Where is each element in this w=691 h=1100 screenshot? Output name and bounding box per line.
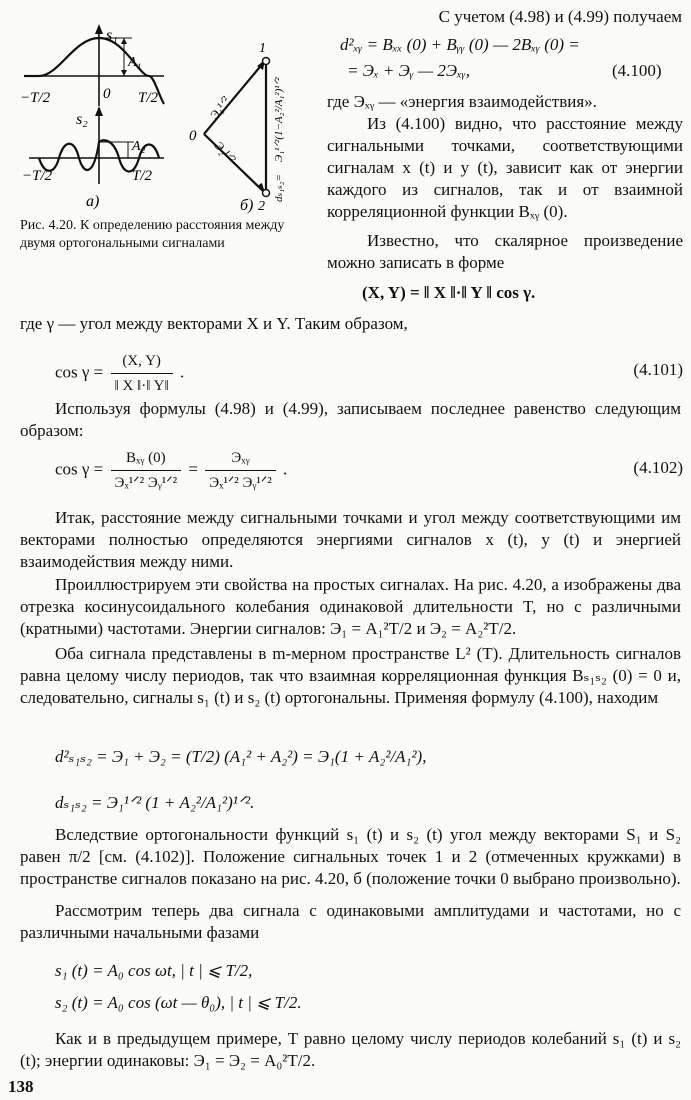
gamma-line: где γ — угол между векторами X и Y. Таким образом, — [20, 314, 408, 333]
label-s2: s₂ — [76, 111, 88, 128]
eq-d-s1s2: dₛ₁ₛ₂ = Э₁¹ᐟ² (1 + A₂²/A₁²)¹ᐟ². — [55, 793, 255, 812]
eq-s2: s₂ (t) = A₀ cos (ωt — θ₀), | t | ⩽ T/2. — [55, 993, 302, 1012]
eq-number-4102: (4.102) — [633, 458, 683, 477]
eq-4101: cos γ = $\frac{(X, Y)}{‖ X ‖\cdot‖ Y‖}$ . — [55, 350, 184, 397]
label-zero: 0 — [103, 86, 111, 102]
label-a: а) — [86, 193, 100, 210]
label-A2: A₂ — [132, 139, 146, 154]
label-minus-t2: −T/2 — [20, 90, 51, 106]
page-number: 138 — [8, 1077, 34, 1096]
svg-text:T/2: T/2 — [132, 168, 153, 184]
label-s1: s₁ — [106, 27, 118, 44]
right-line-4: где Эₓᵧ — «энергия взаимодействия». — [327, 92, 597, 111]
label-A1: A₁ — [128, 55, 142, 70]
figure-a-bottom — [22, 106, 164, 210]
svg-text:−T/2: −T/2 — [22, 168, 53, 184]
paragraph-using: Используя формулы (4.98) и (4.99), записываем последнее равенство следующим образом: — [20, 399, 681, 440]
figure-a-top — [20, 24, 164, 106]
svg-text:0: 0 — [189, 128, 197, 144]
figure-caption: Рис. 4.20. К определению расстояния между двумя ортогональными сигналами — [20, 218, 285, 251]
paragraph-illustrate: Проиллюстрируем эти свойства на простых сигналах. На рис. 4.20, а изображены два отрезка косинусоидального колебания одинаковой длительности T, но с различными (кратными) частотами. Энергии сигналов: Э₁ = A₁²T/2 и Э₂ = A₂²T/2. — [20, 575, 681, 638]
signal-point-2 — [263, 190, 270, 197]
eq-number-4101: (4.101) — [633, 360, 683, 379]
figure-4-20 — [14, 14, 324, 214]
eq-number-4100: (4.100) — [612, 61, 662, 80]
svg-text:1: 1 — [259, 41, 266, 56]
eq-s1: s₁ (t) = A₀ cos ωt, | t | ⩽ T/2, — [55, 961, 253, 980]
label-plus-t2: T/2 — [138, 90, 159, 106]
signal-point-1 — [263, 58, 270, 65]
svg-text:dₛ₁ₛ₂=: dₛ₁ₛ₂= — [273, 174, 285, 202]
label-b: б) — [240, 197, 254, 214]
eq-d2xy: d²ₓᵧ = Bₓₓ (0) + Bᵧᵧ (0) — 2Bₓᵧ (0) = — [340, 35, 580, 54]
right-line-1: С учетом (4.98) и (4.99) получаем — [438, 7, 682, 26]
figure-b-triangle — [189, 41, 285, 214]
eq-exy: = Эₓ + Эᵧ — 2Эₓᵧ, — [347, 61, 470, 80]
paragraph-orthogonal: Вследствие ортогональности функций s₁ (t) и s₂ (t) угол между векторами S₁ и S₂ равен π/2 [см. (4.102)]. Положение сигнальных точек 1 и 2 (отмеченных кружками) в пространстве сигналов показано на рис. 4.20, б (положение точки 0 выбрано произвольно). — [20, 825, 681, 888]
paragraph-two-signals: Рассмотрим теперь два сигнала с одинаковыми амплитудами и частотами, но с различными начальными фазами — [20, 901, 681, 942]
svg-text:Э₁¹ᐟ²: Э₁¹ᐟ² — [206, 93, 233, 122]
eq-d2-s1s2: d²ₛ₁ₛ₂ = Э₁ + Э₂ = (T/2) (A₁² + A₂²) = Э₁(1 + A₂²/A₁²), — [55, 747, 427, 766]
paragraph-oba: Оба сигнала представлены в m-мерном пространстве L² (T). Длительность сигналов равна целому числу периодов, так что взаимная корреляционная функция Bₛ₁ₛ₂ (0) = 0 и, следовательно, сигналы s₁ (t) и s₂ (t) ортогональны. Применяя формулу (4.100), находим — [20, 644, 681, 707]
svg-text:2: 2 — [258, 199, 265, 214]
eq-4102: cos γ = $\frac{\text{Bₓᵧ (0)}}{\text{Эₓ¹ᐟ² Эᵧ¹ᐟ²}}$ = $\frac{\text{Эₓᵧ}}{\text{Эₓ¹ᐟ² Эᵧ¹ᐟ²}}$ . — [55, 447, 287, 494]
svg-text:Э₁¹ᐟ²(1−A₂²/A₁²)¹ᐟ²: Э₁¹ᐟ²(1−A₂²/A₁²)¹ᐟ² — [273, 77, 285, 162]
right-paragraph-3: Известно, что скалярное произведение можно записать в форме — [327, 231, 683, 272]
right-paragraph-2: Из (4.100) видно, что расстояние между сигнальными точками, соответствующими сигналам x (t) и y (t), зависит как от энергии каждого из сигналов, так и от взаимной корреляционной функции Bₓᵧ (0). — [327, 114, 683, 221]
eq-dot-product: (X, Y) = ‖ X ‖·‖ Y ‖ cos γ. — [362, 283, 536, 302]
svg-text:Э₂¹ᐟ²: Э₂¹ᐟ² — [211, 138, 239, 166]
paragraph-last: Как и в предыдущем примере, T равно целому числу периодов колебаний s₁ (t) и s₂ (t); энергии одинаковы: Э₁ = Э₂ = A₀²T/2. — [20, 1029, 681, 1070]
paragraph-itak: Итак, расстояние между сигнальными точками и угол между соответствующими им векторами полностью определяются энергиями сигналов x (t), y (t) и энергией взаимодействия между ними. — [20, 508, 681, 571]
